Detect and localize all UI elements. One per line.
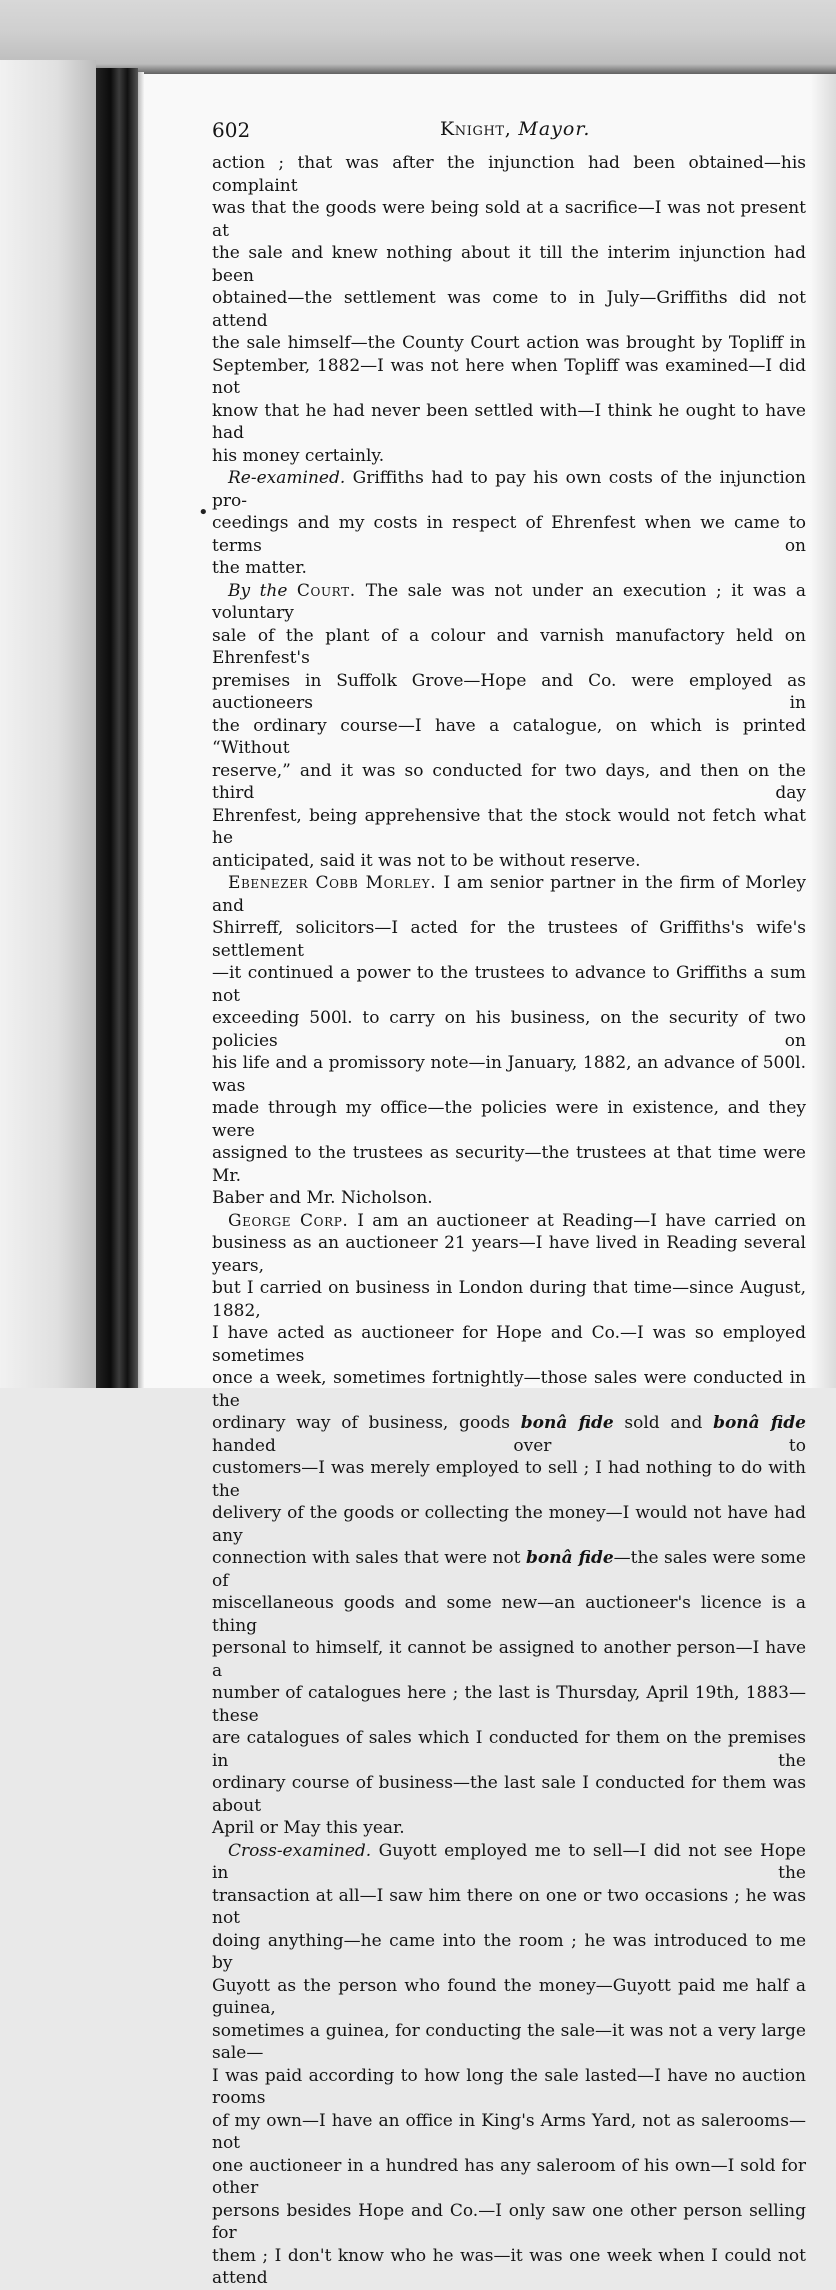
line-text: persons besides Hope and Co.—I only saw one other person selling for [212, 2200, 806, 2243]
line-text: of my own—I have an office in King's Arms Yard, not as salerooms—not [212, 2110, 806, 2153]
text-line [212, 962, 806, 1007]
text-line [212, 1277, 806, 1322]
line-text: the sale and knew nothing about it till the interim injunction had been [212, 243, 806, 286]
text-line [212, 2020, 806, 2065]
text-line [212, 1772, 806, 1817]
line-text: April or May this year. [212, 1818, 405, 1838]
text-line [212, 1052, 806, 1097]
text-line [212, 2155, 806, 2200]
line-text: doing anything—he came into the room ; he was introduced to me by [212, 1930, 806, 1973]
text-line [212, 1502, 806, 1547]
text-line [212, 670, 806, 715]
latin-phrase: bonâ fide [713, 1413, 806, 1433]
line-text: sale of the plant of a colour and varnish manufactory held on Ehrenfest's [212, 625, 806, 668]
text-line [212, 917, 806, 962]
line-text: the matter. [212, 558, 307, 578]
text-line [212, 1682, 806, 1727]
line-text: Baber and Mr. Nicholson. [212, 1188, 433, 1208]
line-text: Guyott employed me to sell—I did not see Hope in the [212, 1840, 806, 1883]
line-text: one auctioneer in a hundred has any saleroom of his own—I sold for other [212, 2155, 806, 2198]
text-line [212, 1975, 806, 2020]
line-text: ceedings and my costs in respect of Ehrenfest when we came to terms on [212, 513, 806, 556]
line-text: Guyott as the person who found the money—Guyott paid me half a guinea, [212, 1975, 806, 2018]
line-text: action ; that was after the injunction had been obtained—his complaint [212, 153, 806, 196]
latin-phrase: bonâ fide [520, 1413, 614, 1433]
text-line [212, 1232, 806, 1277]
text-line [212, 2110, 806, 2155]
text-line [212, 1930, 806, 1975]
line-text: —it continued a power to the trustees to advance to Griffiths a sum not [212, 963, 806, 1006]
text-line [212, 242, 806, 287]
paragraph-lead-italic: By the [228, 580, 297, 601]
line-text: exceeding 500l. to carry on his business, on the security of two policies on [212, 1008, 806, 1051]
text-line [212, 1840, 806, 1885]
speaker-name: Court. [296, 580, 366, 601]
line-text: once a week, sometimes fortnightly—those sales were conducted in the [212, 1368, 806, 1411]
line-text: sometimes a guinea, for conducting the sale—it was not a very large sale— [212, 2020, 806, 2063]
line-text: miscellaneous goods and some new—an auctioneer's licence is a thing [212, 1593, 806, 1636]
text-line [212, 1592, 806, 1637]
running-head [440, 118, 590, 140]
text-line [212, 2200, 806, 2245]
margin-mark: • [198, 502, 209, 523]
line-text: his money certainly. [212, 445, 385, 466]
text-line [212, 580, 806, 625]
text-line [212, 400, 806, 445]
line-text: them ; I don't know who he was—it was one week when I could not attend [212, 2245, 806, 2288]
line-text: anticipated, said it was not to be without reserve. [212, 850, 641, 871]
book-binding [96, 68, 138, 1388]
text-line [212, 512, 806, 557]
text-line [212, 1142, 806, 1187]
line-text: delivery of the goods or collecting the money—I would not have had any [212, 1503, 806, 1546]
text-line [212, 152, 806, 197]
line-text: ordinary way of business, goods bonâ fide sold and bonâ fide handed over to [212, 1413, 806, 1456]
text-line [212, 445, 806, 468]
page-shade [810, 74, 836, 1388]
text-line [212, 2245, 806, 2290]
text-line [212, 287, 806, 332]
text-line [212, 467, 806, 512]
text-line [212, 1187, 806, 1210]
line-text: I am senior partner in the firm of Morley and [212, 873, 806, 916]
text-line [212, 715, 806, 760]
text-line [212, 1322, 806, 1367]
line-text: I was paid according to how long the sale lasted—I have no auction rooms [212, 2065, 806, 2108]
text-line [212, 1637, 806, 1682]
line-text: his life and a promissory note—in January, 1882, an advance of 500l. was [212, 1053, 806, 1096]
line-text: made through my office—the policies were in existence, and they were [212, 1098, 806, 1141]
line-text: personal to himself, it cannot be assigned to another person—I have a [212, 1638, 806, 1681]
line-text: Griffiths had to pay his own costs of the injunction pro- [212, 468, 806, 511]
line-text: Ehrenfest, being apprehensive that the stock would not fetch what he [212, 805, 806, 848]
page-header [212, 114, 802, 146]
text-line [212, 1817, 806, 1840]
text-line [212, 850, 806, 873]
text-line [212, 557, 806, 580]
text-line [212, 1885, 806, 1930]
text-line [212, 1457, 806, 1502]
text-line [212, 1367, 806, 1412]
running-head-title: Mayor. [518, 118, 591, 140]
line-text: Shirreff, solicitors—I acted for the trustees of Griffiths's wife's settlement [212, 918, 806, 961]
text-line [212, 1007, 806, 1052]
line-text: I have acted as auctioneer for Hope and Co.—I was so employed sometimes [212, 1323, 806, 1366]
speaker-name: George Corp. [228, 1210, 358, 1231]
text-line [212, 1547, 806, 1592]
line-text: the ordinary course—I have a catalogue, on which is printed “Without [212, 715, 806, 758]
text-line [212, 197, 806, 242]
line-text: I am an auctioneer at Reading—I have carried on [357, 1210, 806, 1231]
text-line [212, 332, 806, 355]
latin-phrase: bonâ fide [526, 1548, 614, 1568]
line-text: transaction at all—I saw him there on one or two occasions ; he was not [212, 1885, 806, 1928]
text-line [212, 760, 806, 805]
line-text: connection with sales that were not bonâ fide—the sales were some of [212, 1548, 806, 1591]
text-line [212, 625, 806, 670]
text-line [212, 2065, 806, 2110]
running-head-name: Knight, [440, 118, 512, 140]
line-text: but I carried on business in London during that time—since August, 1882, [212, 1278, 806, 1321]
speaker-name: Ebenezer Cobb Morley. [228, 873, 444, 893]
text-line [212, 1412, 806, 1457]
line-text: September, 1882—I was not here when Topliff was examined—I did not [212, 355, 806, 398]
line-text: obtained—the settlement was come to in July—Griffiths did not attend [212, 288, 806, 331]
line-text: are catalogues of sales which I conducted for them on the premises in the [212, 1728, 806, 1771]
text-line [212, 355, 806, 400]
text-line [212, 805, 806, 850]
text-line [212, 872, 806, 917]
text-line [212, 1097, 806, 1142]
line-text: the sale himself—the County Court action was brought by Topliff in [212, 333, 806, 353]
text-line [212, 1727, 806, 1772]
line-text: The sale was not under an execution ; it was a voluntary [212, 580, 806, 623]
line-text: ordinary course of business—the last sale I conducted for them was about [212, 1773, 806, 1816]
line-text: number of catalogues here ; the last is Thursday, April 19th, 1883—these [212, 1683, 806, 1726]
line-text: customers—I was merely employed to sell ; I had nothing to do with the [212, 1458, 806, 1501]
page-text [212, 152, 806, 2290]
paragraph-lead: Cross-examined. [228, 1840, 379, 1861]
scan-left-margin [0, 60, 96, 1388]
line-text: assigned to the trustees as security—the trustees at that time were Mr. [212, 1143, 806, 1186]
page-number: 602 [212, 118, 251, 142]
line-text: was that the goods were being sold at a sacrifice—I was not present at [212, 198, 806, 241]
text-line [212, 1210, 806, 1233]
paragraph-lead: Re-examined. [228, 468, 353, 488]
line-text: know that he had never been settled with—I think he ought to have had [212, 400, 806, 443]
line-text: premises in Suffolk Grove—Hope and Co. were employed as auctioneers in [212, 670, 806, 713]
line-text: business as an auctioneer 21 years—I have lived in Reading several years, [212, 1233, 806, 1276]
line-text: reserve,” and it was so conducted for two days, and then on the third day [212, 760, 806, 803]
